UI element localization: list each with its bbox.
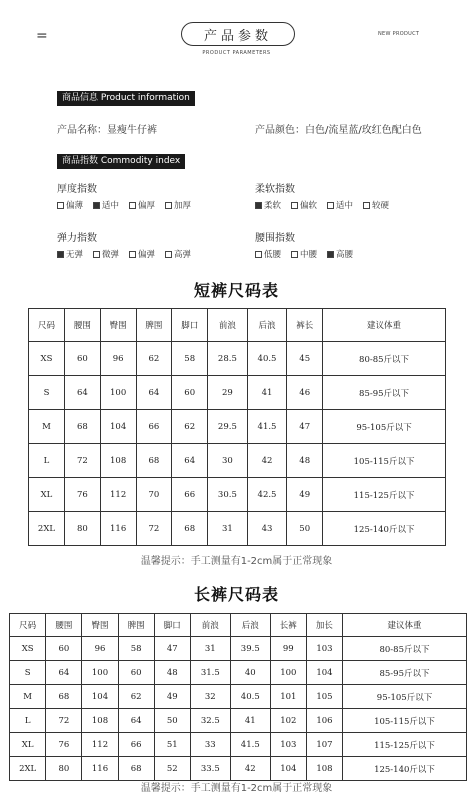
table-cell: 2XL bbox=[29, 512, 65, 546]
table-cell: 48 bbox=[154, 661, 190, 685]
table-cell: 40.5 bbox=[247, 342, 287, 376]
index-option-label: 偏弹 bbox=[138, 250, 156, 260]
table-cell: 48 bbox=[287, 444, 323, 478]
table-cell: 68 bbox=[118, 757, 154, 781]
column-header: 脚口 bbox=[154, 614, 190, 637]
index-option-label: 微弹 bbox=[102, 250, 120, 260]
table-cell: 104 bbox=[306, 661, 342, 685]
checked-box-icon bbox=[255, 202, 262, 209]
new-product-tag: NEW PRODUCT bbox=[378, 31, 420, 37]
table-cell: 31 bbox=[208, 512, 248, 546]
unchecked-box-icon bbox=[255, 251, 262, 258]
column-header: 建议体重 bbox=[323, 309, 446, 342]
table-cell: M bbox=[10, 685, 46, 709]
table-cell: 108 bbox=[100, 444, 136, 478]
unchecked-box-icon bbox=[57, 202, 64, 209]
table-cell: 52 bbox=[154, 757, 190, 781]
index-option bbox=[57, 248, 83, 260]
index-title: 弹力指数 bbox=[57, 233, 97, 244]
column-header: 裤长 bbox=[287, 309, 323, 342]
table-cell: 50 bbox=[154, 709, 190, 733]
table-row bbox=[10, 757, 467, 781]
column-header: 臀围 bbox=[82, 614, 118, 637]
table-cell: 66 bbox=[118, 733, 154, 757]
table-cell: 51 bbox=[154, 733, 190, 757]
index-option bbox=[165, 199, 191, 211]
table-row bbox=[29, 444, 446, 478]
commodity-index-label: 商品指数 Commodity index bbox=[57, 154, 185, 169]
index-option-label: 偏软 bbox=[300, 201, 318, 211]
index-option-label: 加厚 bbox=[174, 201, 192, 211]
table-cell: 96 bbox=[82, 637, 118, 661]
index-option bbox=[291, 248, 317, 260]
table-cell: 62 bbox=[136, 342, 172, 376]
table-cell: 31 bbox=[190, 637, 230, 661]
index-option bbox=[129, 199, 155, 211]
index-option bbox=[129, 248, 155, 260]
table-cell: 58 bbox=[118, 637, 154, 661]
table-cell: 85-95斤以下 bbox=[323, 376, 446, 410]
checked-box-icon bbox=[327, 251, 334, 258]
index-option-label: 高腰 bbox=[336, 250, 354, 260]
table-cell: 62 bbox=[118, 685, 154, 709]
table-cell: 95-105斤以下 bbox=[343, 685, 467, 709]
table-cell: 29 bbox=[208, 376, 248, 410]
column-header: 脾围 bbox=[136, 309, 172, 342]
index-option bbox=[291, 199, 317, 211]
index-title: 柔软指数 bbox=[255, 184, 295, 195]
table-cell: 95-105斤以下 bbox=[323, 410, 446, 444]
column-header: 前浪 bbox=[208, 309, 248, 342]
column-header: 脚口 bbox=[172, 309, 208, 342]
table-cell: M bbox=[29, 410, 65, 444]
table-cell: 100 bbox=[100, 376, 136, 410]
table-cell: 28.5 bbox=[208, 342, 248, 376]
index-option bbox=[255, 248, 281, 260]
product-info-label: 商品信息 Product information bbox=[57, 91, 195, 106]
column-header: 后浪 bbox=[247, 309, 287, 342]
table-cell: 112 bbox=[100, 478, 136, 512]
index-option bbox=[93, 199, 119, 211]
table-cell: 41.5 bbox=[230, 733, 270, 757]
index-option bbox=[93, 248, 119, 260]
index-options bbox=[57, 248, 191, 260]
table-cell: 112 bbox=[82, 733, 118, 757]
pants-table-title: 长裤尺码表 bbox=[193, 585, 279, 604]
table-cell: 41 bbox=[230, 709, 270, 733]
column-header: 长裤 bbox=[270, 614, 306, 637]
column-header: 后浪 bbox=[230, 614, 270, 637]
pants-tip: 温馨提示：手工测量有1-2cm属于正常现象 bbox=[140, 783, 333, 794]
table-cell: 33.5 bbox=[190, 757, 230, 781]
index-option bbox=[363, 199, 389, 211]
table-header-row bbox=[10, 614, 467, 637]
table-row bbox=[29, 342, 446, 376]
index-option bbox=[57, 199, 83, 211]
index-option-label: 较硬 bbox=[372, 201, 390, 211]
table-row bbox=[10, 733, 467, 757]
table-cell: 125-140斤以下 bbox=[323, 512, 446, 546]
shorts-size-table bbox=[28, 308, 446, 546]
table-cell: 103 bbox=[270, 733, 306, 757]
table-cell: 60 bbox=[64, 342, 100, 376]
table-header-row bbox=[29, 309, 446, 342]
table-cell: 42.5 bbox=[247, 478, 287, 512]
table-row bbox=[10, 661, 467, 685]
unchecked-box-icon bbox=[327, 202, 334, 209]
table-cell: 70 bbox=[136, 478, 172, 512]
table-cell: 102 bbox=[270, 709, 306, 733]
table-cell: 43 bbox=[247, 512, 287, 546]
table-cell: 66 bbox=[136, 410, 172, 444]
table-cell: 32.5 bbox=[190, 709, 230, 733]
table-cell: 100 bbox=[270, 661, 306, 685]
product-name: 产品名称：显瘦牛仔裤 bbox=[57, 125, 157, 136]
index-option bbox=[165, 248, 191, 260]
table-cell: 68 bbox=[172, 512, 208, 546]
table-cell: 31.5 bbox=[190, 661, 230, 685]
index-options bbox=[255, 248, 353, 260]
index-option-label: 高弹 bbox=[174, 250, 192, 260]
table-row bbox=[10, 685, 467, 709]
table-cell: S bbox=[29, 376, 65, 410]
unchecked-box-icon bbox=[291, 202, 298, 209]
index-option bbox=[255, 199, 281, 211]
table-cell: L bbox=[10, 709, 46, 733]
table-cell: 68 bbox=[136, 444, 172, 478]
table-cell: 76 bbox=[46, 733, 82, 757]
table-cell: 47 bbox=[154, 637, 190, 661]
column-header: 脾围 bbox=[118, 614, 154, 637]
table-cell: 80-85斤以下 bbox=[323, 342, 446, 376]
unchecked-box-icon bbox=[129, 251, 136, 258]
table-cell: 100 bbox=[82, 661, 118, 685]
table-cell: 80-85斤以下 bbox=[343, 637, 467, 661]
table-cell: 64 bbox=[136, 376, 172, 410]
top-mark: = bbox=[36, 28, 48, 44]
table-cell: 108 bbox=[306, 757, 342, 781]
table-row bbox=[29, 376, 446, 410]
table-cell: 76 bbox=[64, 478, 100, 512]
table-cell: 50 bbox=[287, 512, 323, 546]
table-cell: 96 bbox=[100, 342, 136, 376]
table-cell: 99 bbox=[270, 637, 306, 661]
table-row bbox=[10, 709, 467, 733]
table-cell: XS bbox=[10, 637, 46, 661]
table-cell: 80 bbox=[46, 757, 82, 781]
table-cell: 33 bbox=[190, 733, 230, 757]
table-cell: 39.5 bbox=[230, 637, 270, 661]
table-cell: 80 bbox=[64, 512, 100, 546]
index-option-label: 柔软 bbox=[264, 201, 282, 211]
unchecked-box-icon bbox=[165, 251, 172, 258]
table-cell: 72 bbox=[46, 709, 82, 733]
index-option-label: 适中 bbox=[336, 201, 354, 211]
table-cell: 60 bbox=[118, 661, 154, 685]
table-cell: 64 bbox=[46, 661, 82, 685]
unchecked-box-icon bbox=[165, 202, 172, 209]
column-header: 建议体重 bbox=[343, 614, 467, 637]
table-cell: 85-95斤以下 bbox=[343, 661, 467, 685]
table-cell: 104 bbox=[82, 685, 118, 709]
page-title: 产品参数 bbox=[181, 22, 295, 46]
table-cell: 64 bbox=[172, 444, 208, 478]
table-cell: 30 bbox=[208, 444, 248, 478]
table-cell: 108 bbox=[82, 709, 118, 733]
table-row bbox=[29, 512, 446, 546]
table-cell: 42 bbox=[247, 444, 287, 478]
table-cell: 29.5 bbox=[208, 410, 248, 444]
table-cell: 30.5 bbox=[208, 478, 248, 512]
table-cell: 41 bbox=[247, 376, 287, 410]
table-cell: 104 bbox=[270, 757, 306, 781]
table-cell: XS bbox=[29, 342, 65, 376]
table-cell: 106 bbox=[306, 709, 342, 733]
table-cell: 62 bbox=[172, 410, 208, 444]
table-cell: 45 bbox=[287, 342, 323, 376]
table-cell: 47 bbox=[287, 410, 323, 444]
column-header: 尺码 bbox=[10, 614, 46, 637]
column-header: 尺码 bbox=[29, 309, 65, 342]
table-cell: 60 bbox=[172, 376, 208, 410]
table-cell: L bbox=[29, 444, 65, 478]
index-option bbox=[327, 199, 353, 211]
table-cell: 40.5 bbox=[230, 685, 270, 709]
index-option-label: 低腰 bbox=[264, 250, 282, 260]
unchecked-box-icon bbox=[291, 251, 298, 258]
index-options bbox=[57, 199, 191, 211]
column-header: 腰围 bbox=[46, 614, 82, 637]
table-cell: 72 bbox=[136, 512, 172, 546]
table-cell: 105 bbox=[306, 685, 342, 709]
table-cell: 104 bbox=[100, 410, 136, 444]
table-cell: 105-115斤以下 bbox=[323, 444, 446, 478]
table-cell: 49 bbox=[287, 478, 323, 512]
table-cell: 32 bbox=[190, 685, 230, 709]
table-cell: 42 bbox=[230, 757, 270, 781]
table-cell: 115-125斤以下 bbox=[323, 478, 446, 512]
column-header: 加长 bbox=[306, 614, 342, 637]
shorts-tip: 温馨提示：手工测量有1-2cm属于正常现象 bbox=[140, 556, 333, 567]
index-option-label: 无弹 bbox=[66, 250, 84, 260]
table-cell: 68 bbox=[46, 685, 82, 709]
shorts-table-title: 短裤尺码表 bbox=[193, 281, 279, 300]
table-cell: 101 bbox=[270, 685, 306, 709]
unchecked-box-icon bbox=[363, 202, 370, 209]
table-cell: 125-140斤以下 bbox=[343, 757, 467, 781]
table-cell: 72 bbox=[64, 444, 100, 478]
table-cell: 64 bbox=[64, 376, 100, 410]
table-cell: 49 bbox=[154, 685, 190, 709]
table-cell: 64 bbox=[118, 709, 154, 733]
pants-size-table bbox=[9, 613, 467, 781]
index-title: 腰围指数 bbox=[255, 233, 295, 244]
table-cell: 46 bbox=[287, 376, 323, 410]
table-cell: S bbox=[10, 661, 46, 685]
unchecked-box-icon bbox=[93, 251, 100, 258]
table-row bbox=[10, 637, 467, 661]
table-cell: 2XL bbox=[10, 757, 46, 781]
table-cell: 105-115斤以下 bbox=[343, 709, 467, 733]
table-row bbox=[29, 478, 446, 512]
table-cell: 66 bbox=[172, 478, 208, 512]
table-cell: 107 bbox=[306, 733, 342, 757]
checked-box-icon bbox=[93, 202, 100, 209]
table-row bbox=[29, 410, 446, 444]
column-header: 臀围 bbox=[100, 309, 136, 342]
table-cell: 40 bbox=[230, 661, 270, 685]
column-header: 前浪 bbox=[190, 614, 230, 637]
page-subtitle: PRODUCT PARAMETERS bbox=[202, 50, 271, 56]
index-options bbox=[255, 199, 389, 211]
index-option-label: 中腰 bbox=[300, 250, 318, 260]
table-cell: XL bbox=[10, 733, 46, 757]
product-color: 产品颜色：白色/流星蓝/玫红色配白色 bbox=[255, 125, 422, 136]
table-cell: 116 bbox=[82, 757, 118, 781]
index-option-label: 偏薄 bbox=[66, 201, 84, 211]
index-option bbox=[327, 248, 353, 260]
table-cell: 103 bbox=[306, 637, 342, 661]
index-title: 厚度指数 bbox=[57, 184, 97, 195]
table-cell: 116 bbox=[100, 512, 136, 546]
index-option-label: 偏厚 bbox=[138, 201, 156, 211]
table-cell: XL bbox=[29, 478, 65, 512]
table-cell: 60 bbox=[46, 637, 82, 661]
table-cell: 41.5 bbox=[247, 410, 287, 444]
table-cell: 58 bbox=[172, 342, 208, 376]
table-cell: 115-125斤以下 bbox=[343, 733, 467, 757]
column-header: 腰围 bbox=[64, 309, 100, 342]
unchecked-box-icon bbox=[129, 202, 136, 209]
table-cell: 68 bbox=[64, 410, 100, 444]
checked-box-icon bbox=[57, 251, 64, 258]
index-option-label: 适中 bbox=[102, 201, 120, 211]
